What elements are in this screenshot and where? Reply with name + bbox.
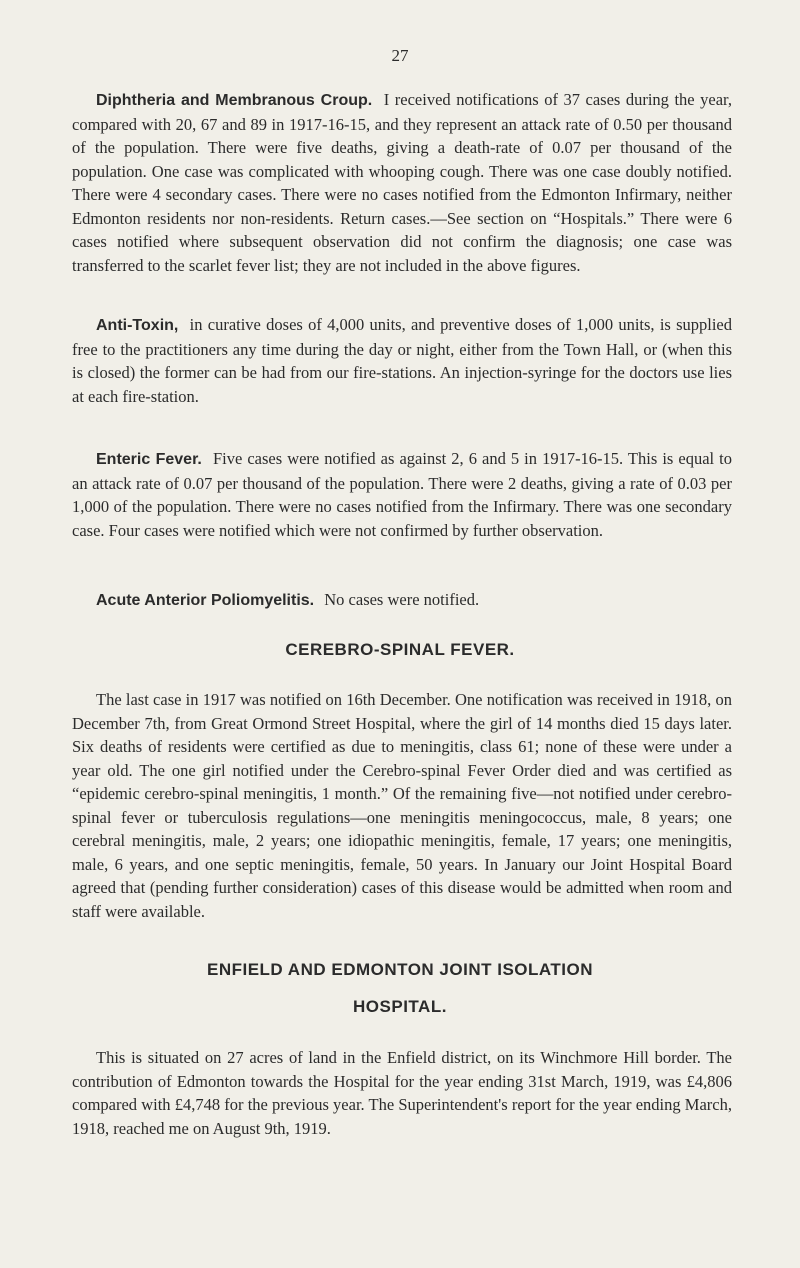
enteric-text: Five cases were notified as against 2, 6 and 5 in 1917-16-15. This is equal to an attack rate of 0.07 per thousand of the population. There were 2 deaths, giving a rate of 0.03 per 1,000 of the population. There were no cases notified from the Infirmary. There was one secondary case. Four cases were notified which were not confirmed by further observation.: [72, 449, 732, 540]
diphtheria-text: I received notifications of 37 cases during the year, compared with 20, 67 and 89 in 1917-16-15, and they represent an attack rate of 0.50 per thousand of the population. There were five deaths, giving a death-rate of 0.07 per thousand of the population. One case was complicated with whooping cough. There was one case doubly notified. There were 4 secondary cases. There were no cases notified from the Edmonton Infirmary, neither Edmonton residents nor non-residents. Return cases.—See section on “Hospitals.” There were 6 cases notified where subsequent observation did not confirm the diagnosis; one case was transferred to the scarlet fever list; they are not included in the above figures.: [72, 90, 732, 275]
page-number: 27: [391, 46, 409, 65]
antitoxin-heading: Anti-Toxin,: [96, 317, 179, 334]
cerebro-spinal-heading: CEREBRO-SPINAL FEVER.: [285, 640, 515, 659]
polio-heading: Acute Anterior Poliomyelitis.: [96, 592, 315, 609]
diphtheria-paragraph: [72, 88, 732, 277]
cerebro-spinal-text: The last case in 1917 was notified on 16th December. One notification was received in 1918, on December 7th, from Great Ormond Street Hospital, where the girl of 14 months died 15 days later. Six deaths of residents were certified as due to meningitis, class 61; none of these were under a year old. The one girl notified under the Cerebro-spinal Fever Order died and was certified as “epidemic cerebro-spinal meningitis, 1 month.” Of the remaining five—not notified under cerebro-spinal fever or tuberculosis regulations—one meningitis meningococcus, male, 8 years; one cerebral meningitis, male, 2 years; one idiopathic meningitis, female, 17 years; one meningitis, male, 6 years, and one septic meningitis, female, 50 years. In January our Joint Hospital Board agreed that (pending further consideration) cases of this disease would be admitted when room and staff were available.: [72, 690, 732, 921]
enteric-paragraph: [72, 447, 732, 542]
polio-text: No cases were notified.: [324, 590, 480, 609]
hospital-heading-line1: ENFIELD AND EDMONTON JOINT ISOLATION: [206, 960, 594, 979]
cerebro-spinal-paragraph: [72, 688, 732, 923]
diphtheria-heading: Diphtheria and Membranous Croup.: [96, 92, 373, 109]
hospital-paragraph: [72, 1046, 732, 1140]
hospital-text: This is situated on 27 acres of land in the Enfield district, on its Winchmore Hill border. The contribution of Edmonton towards the Hospital for the year ending 31st March, 1919, was £4,806 compared with £4,748 for the previous year. The Superintendent's report for the year ending March, 1918, reached me on August 9th, 1919.: [72, 1048, 732, 1138]
hospital-heading-line2: HOSPITAL.: [353, 997, 447, 1016]
antitoxin-text: in curative doses of 4,000 units, and preventive doses of 1,000 units, is supplied free to the practitioners any time during the day or night, either from the Town Hall, or (when this is closed) the former can be had from our fire-stations. An injection-syringe for the doctors use lies at each fire-station.: [72, 315, 733, 406]
polio-paragraph: [72, 588, 732, 613]
antitoxin-paragraph: [72, 313, 732, 408]
enteric-heading: Enteric Fever.: [96, 451, 202, 468]
